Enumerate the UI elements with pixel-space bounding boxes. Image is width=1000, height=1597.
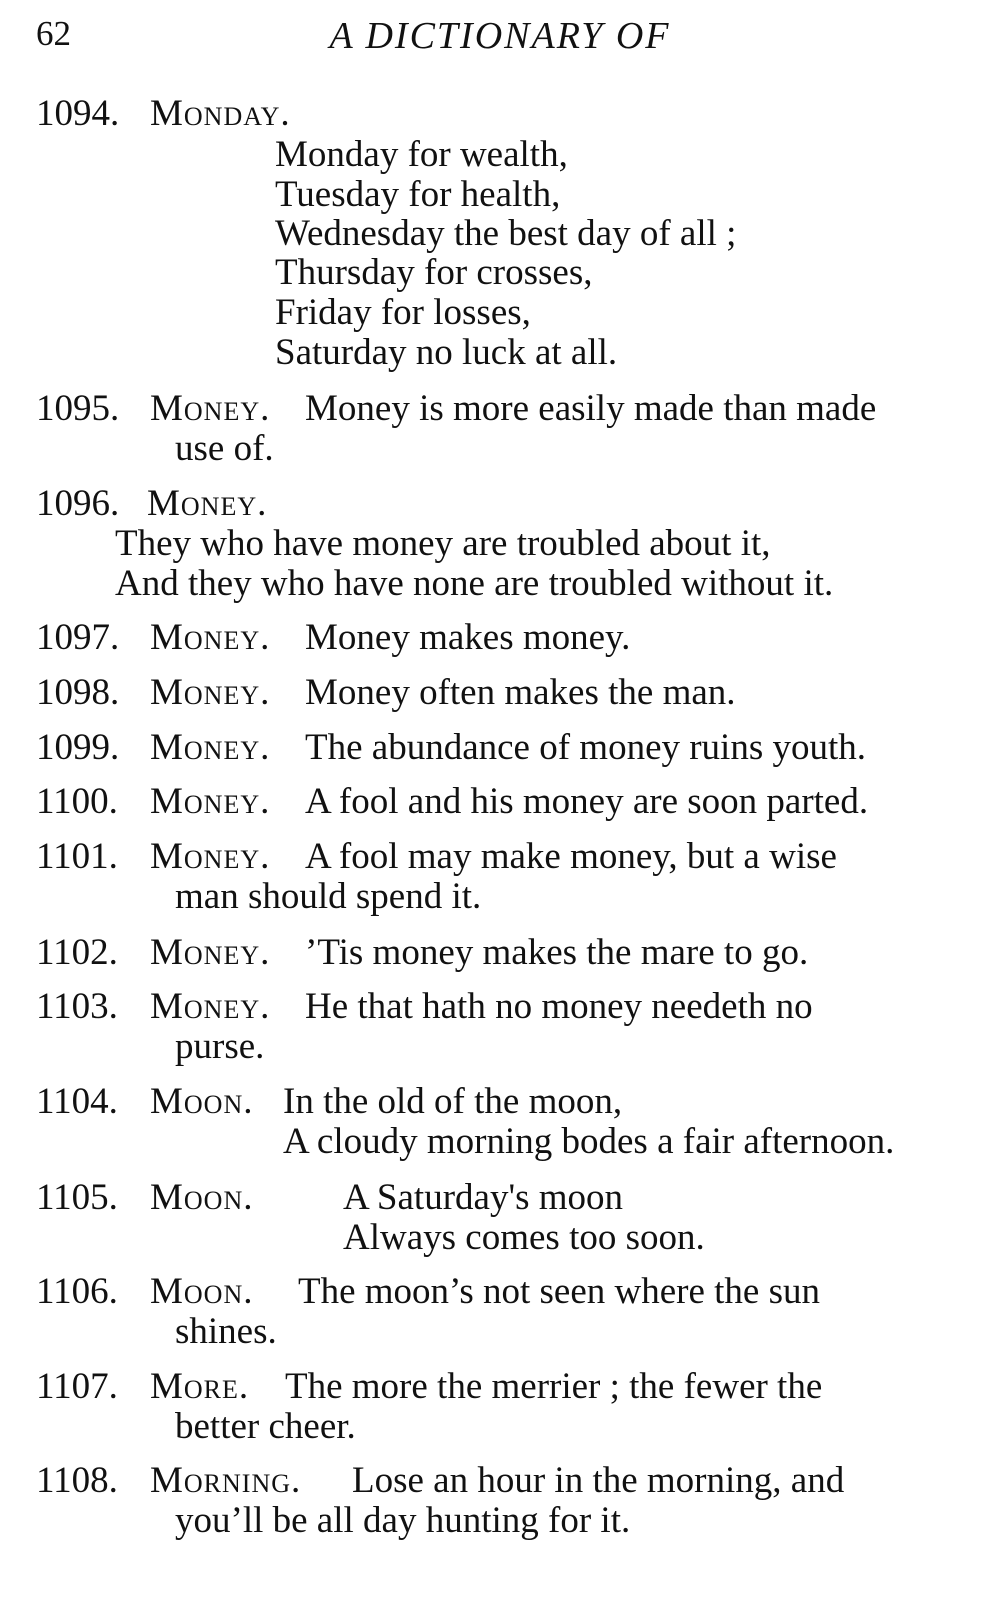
entry-text: Money often makes the man. [305, 672, 736, 713]
entry-number: 1106. [36, 1271, 118, 1312]
continuation-line: use of. [175, 428, 274, 469]
entry-keyword: Monday. [150, 93, 291, 134]
entry-text: He that hath no money needeth no [305, 986, 813, 1027]
entry-keyword: Money. [150, 986, 271, 1027]
entry-text: In the old of the moon, [283, 1081, 623, 1122]
entry-number: 1103. [36, 986, 118, 1027]
verse-line: Saturday no luck at all. [275, 332, 618, 373]
entry-keyword: Money. [150, 932, 271, 973]
continuation-line: man should spend it. [175, 876, 482, 917]
verse-line: Friday for losses, [275, 292, 531, 333]
entry-keyword: Money. [150, 617, 271, 658]
entry-keyword: Moon. [150, 1271, 254, 1312]
entry-number: 1097. [36, 617, 120, 658]
running-title: A DICTIONARY OF [329, 15, 671, 57]
entry-keyword: Money. [150, 781, 271, 822]
entry-number: 1105. [36, 1177, 118, 1218]
continuation-line: better cheer. [175, 1406, 356, 1447]
verse-line: Wednesday the best day of all ; [275, 213, 737, 254]
entry-keyword: More. [150, 1366, 250, 1407]
entry-number: 1101. [36, 836, 118, 877]
entry-keyword: Money. [150, 727, 271, 768]
verse-line: Thursday for crosses, [275, 252, 593, 293]
entry-number: 1094. [36, 93, 120, 134]
entry-number: 1107. [36, 1366, 118, 1407]
page-number: 62 [36, 14, 71, 53]
continuation-line: purse. [175, 1026, 265, 1067]
entry-keyword: Morning. [150, 1460, 302, 1501]
entry-number: 1102. [36, 932, 118, 973]
entry-text: A fool may make money, but a wise [305, 836, 837, 877]
entry-text: Lose an hour in the morning, and [352, 1460, 845, 1501]
page-header [0, 14, 1000, 64]
entry-keyword: Moon. [150, 1177, 254, 1218]
entry-number: 1095. [36, 388, 120, 429]
entry-number: 1098. [36, 672, 120, 713]
entry-number: 1096. [36, 483, 120, 524]
entry-text: The abundance of money ruins youth. [305, 727, 867, 768]
entry-text: ’Tis money makes the mare to go. [305, 932, 809, 973]
verse-line: And they who have none are troubled without it. [115, 563, 834, 604]
verse-line: Monday for wealth, [275, 134, 568, 175]
entry-number: 1099. [36, 727, 120, 768]
entry-keyword: Moon. [150, 1081, 254, 1122]
entry-text: A Saturday's moon [343, 1177, 624, 1218]
verse-line: Tuesday for health, [275, 174, 561, 215]
verse-line: A cloudy morning bodes a fair afternoon. [283, 1121, 895, 1162]
entry-number: 1108. [36, 1460, 118, 1501]
entry-keyword: Money. [150, 388, 271, 429]
entry-text: Money is more easily made than made [305, 388, 877, 429]
continuation-line: shines. [175, 1311, 277, 1352]
entry-text: The moon’s not seen where the sun [298, 1271, 820, 1312]
verse-line: Always comes too soon. [343, 1217, 705, 1258]
verse-line: They who have money are troubled about it, [115, 523, 771, 564]
entry-number: 1100. [36, 781, 118, 822]
entry-text: Money makes money. [305, 617, 631, 658]
entry-number: 1104. [36, 1081, 118, 1122]
entry-text: The more the merrier ; the fewer the [285, 1366, 823, 1407]
entry-keyword: Money. [150, 836, 271, 877]
entry-keyword: Money. [147, 483, 268, 524]
entry-keyword: Money. [150, 672, 271, 713]
continuation-line: you’ll be all day hunting for it. [175, 1500, 631, 1541]
entry-text: A fool and his money are soon parted. [305, 781, 869, 822]
